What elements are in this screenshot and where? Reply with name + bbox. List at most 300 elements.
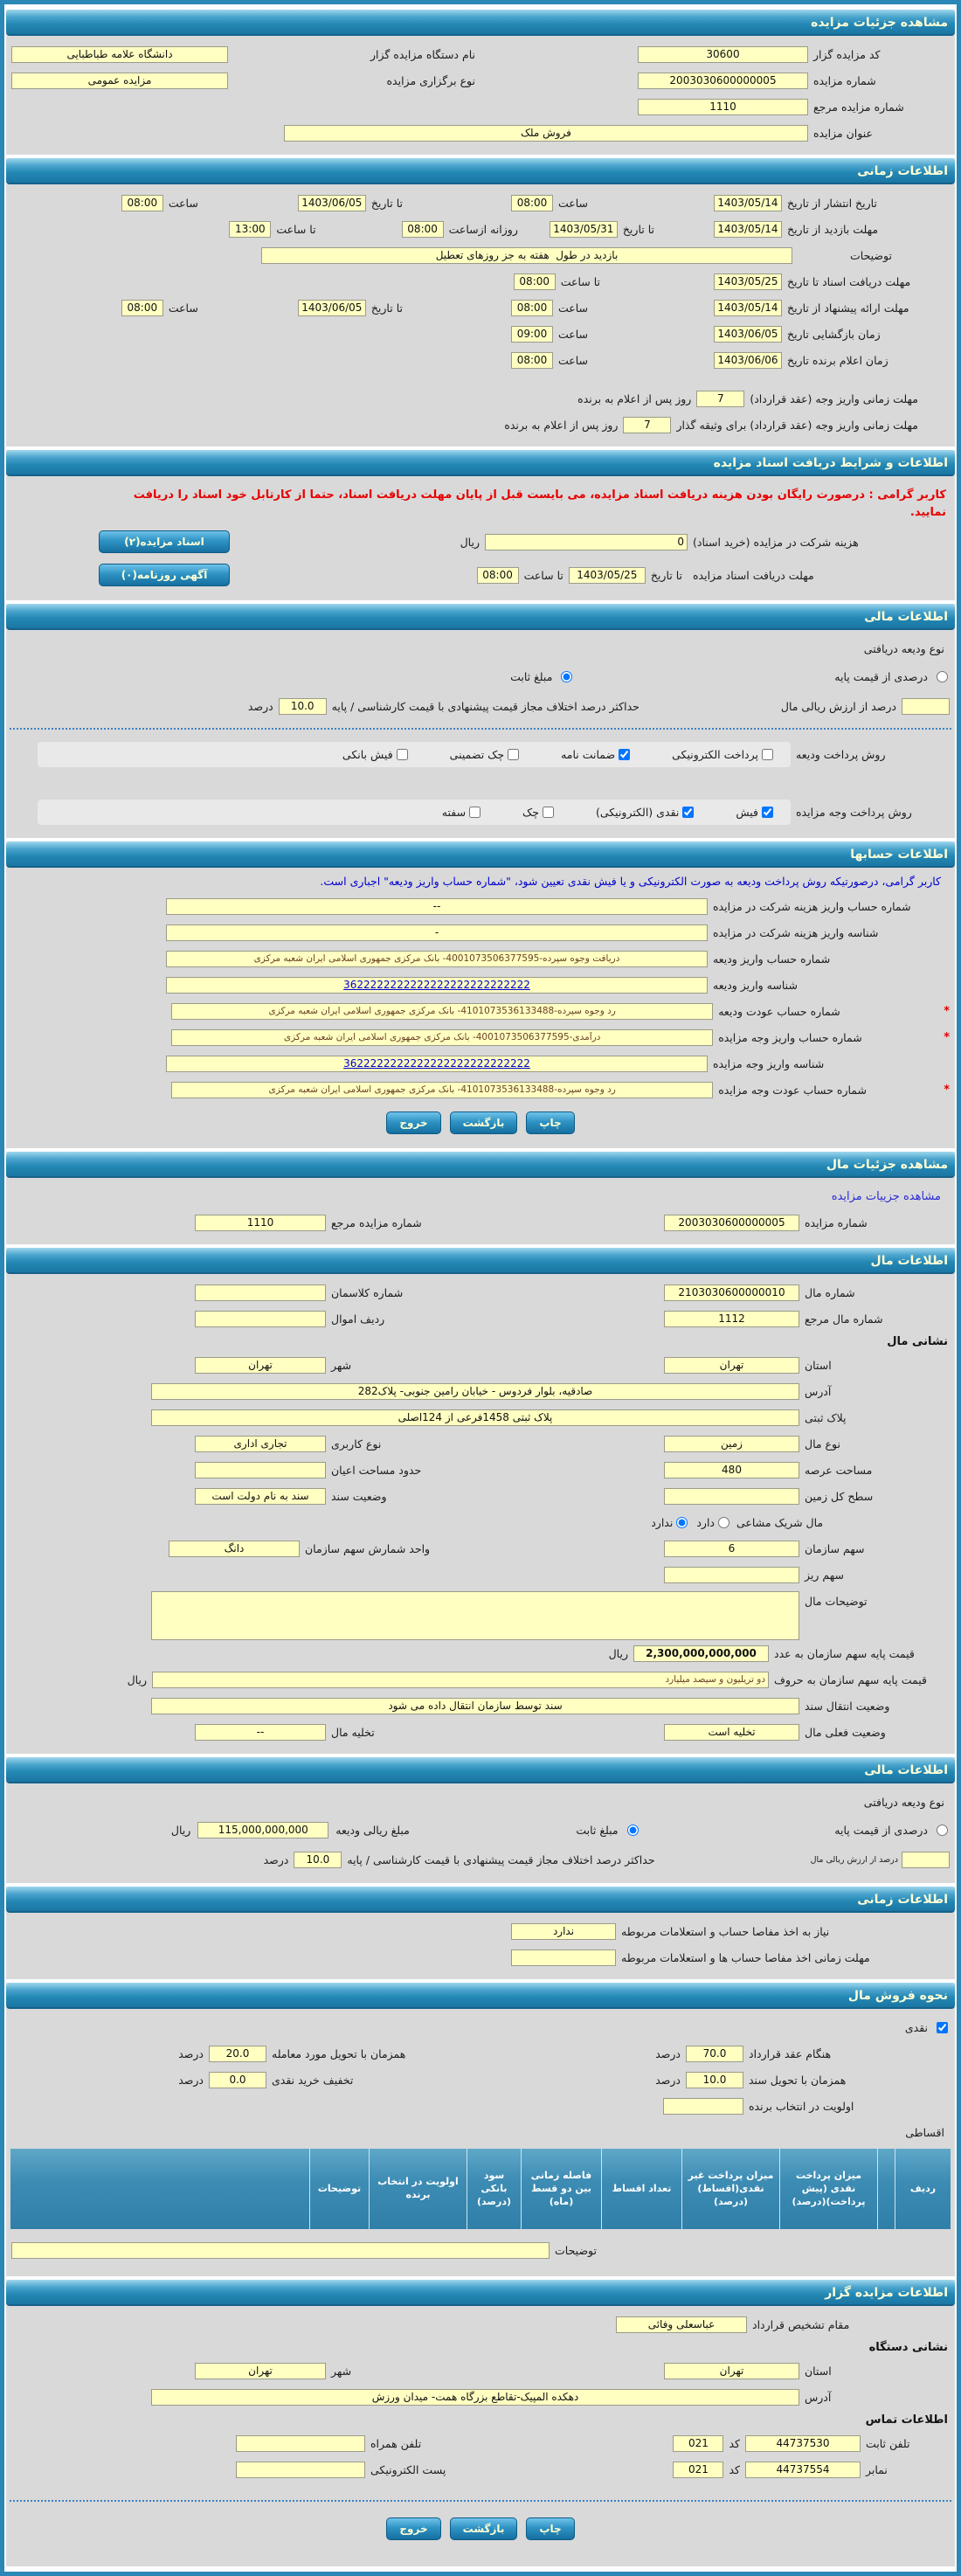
auction-ref-input[interactable] xyxy=(195,1215,326,1231)
column-bank-interest: سود بانکی (درصد) xyxy=(467,2149,521,2229)
hour-label: ساعت xyxy=(557,327,588,341)
visit-to-time-input[interactable] xyxy=(229,221,271,238)
row-shared-ownership xyxy=(6,1509,955,1535)
bank-receipt-label: فیش بانکی xyxy=(342,747,393,761)
shared-ownership-label: مال شریک مشاعی xyxy=(736,1515,824,1529)
guarantee-letter-label: ضمانت نامه xyxy=(561,747,616,761)
rial-label: ریال xyxy=(127,1672,147,1686)
visit-desc-input[interactable] xyxy=(261,247,792,264)
hour-label: ساعت xyxy=(168,196,198,210)
required-star: * xyxy=(944,1030,950,1044)
section-header-auctioneer-info: اطلاعات مزایده گزار xyxy=(6,2280,955,2306)
code-label: کد xyxy=(729,2436,740,2450)
current-status-input[interactable] xyxy=(664,1724,799,1741)
row-deposit-radios xyxy=(6,1815,955,1845)
city-label: شهر xyxy=(331,2364,352,2378)
cash-sale-checkbox[interactable] xyxy=(937,2022,948,2033)
sub-share-label: سهم ریز xyxy=(805,1568,844,1582)
contract-officer-input[interactable] xyxy=(616,2316,747,2333)
property-desc-textarea[interactable] xyxy=(151,1591,799,1640)
row-docs-receipt-deadline xyxy=(6,558,955,592)
phone-label: تلفن ثابت xyxy=(866,2436,910,2450)
row-base-price-words xyxy=(6,1666,955,1693)
row xyxy=(6,1305,955,1332)
check-checkbox[interactable] xyxy=(543,807,554,818)
receipt-label: فیش xyxy=(736,805,758,819)
visit-to-date-input[interactable] xyxy=(550,221,618,238)
fee-deposit-id-input[interactable] xyxy=(166,924,708,941)
row-docs-deadline xyxy=(6,268,955,294)
bidder-code-input[interactable] xyxy=(638,46,808,63)
section-property-info xyxy=(6,1248,955,1754)
deposit-amount-input[interactable] xyxy=(197,1822,328,1839)
row-winner-priority xyxy=(6,2093,955,2119)
percent-of-base-radio[interactable] xyxy=(937,1825,948,1836)
deposit-payment-method-label: روش پرداخت ودیعه xyxy=(796,747,886,761)
to-hour-label: تا ساعت xyxy=(560,274,600,288)
certified-check-checkbox[interactable] xyxy=(508,749,519,760)
address-label: آدرس xyxy=(805,1384,832,1398)
electronic-payment-checkbox[interactable] xyxy=(762,749,773,760)
auction-amount-return-account-input[interactable] xyxy=(171,1082,713,1098)
share-unit-label: واحد شمارش سهم سازمان xyxy=(305,1541,431,1555)
asset-row-label: ردیف اموال xyxy=(331,1312,385,1326)
total-land-input[interactable] xyxy=(664,1488,799,1505)
section-header-document-conditions: اطلاعات و شرایط دریافت اسناد مزایده xyxy=(6,450,955,476)
auction-payment-options xyxy=(38,800,791,825)
row-account xyxy=(6,893,955,919)
base-price-number-label: قیمت پایه سهم سازمان به عدد xyxy=(774,1646,915,1660)
section-header-sale-method: نحوه فروش مال xyxy=(6,1983,955,2009)
winner-priority-input[interactable] xyxy=(663,2098,743,2115)
row-visit xyxy=(6,216,955,242)
section-header-financial-info-property: اطلاعات مالی xyxy=(6,1757,955,1783)
row-opening xyxy=(6,321,955,347)
row-publish xyxy=(6,190,955,216)
has-partner-label: دارد xyxy=(696,1515,715,1529)
guarantee-letter-checkbox[interactable] xyxy=(619,749,630,760)
newspaper-ad-button[interactable]: آگهی روزنامه(۰) xyxy=(99,564,230,586)
deposit-return-account-label: شماره حساب عودت ودیعه xyxy=(718,1004,840,1018)
auction-amount-account-input[interactable] xyxy=(171,1029,713,1046)
row-deposit-type xyxy=(6,1789,955,1815)
publish-from-date-input[interactable] xyxy=(714,195,782,211)
row-contract-officer xyxy=(6,2311,955,2337)
row-account xyxy=(6,919,955,945)
org-name-input[interactable] xyxy=(11,46,228,63)
payment-deadline-guarantor-days-input[interactable] xyxy=(623,417,671,433)
org-address-input[interactable] xyxy=(151,2389,799,2406)
offer-from-date-input[interactable] xyxy=(714,300,782,316)
city-input[interactable] xyxy=(195,2363,326,2379)
clearance-deadline-label: مهلت زمانی اخذ مفاصا حساب ها و استعلامات مربوطه xyxy=(621,1950,870,1964)
max-price-diff-label: حداکثر درصد اختلاف مجاز قیمت پیشنهادی با قیمت کارشناسی / پایه xyxy=(331,699,640,713)
print-button[interactable]: چاپ xyxy=(526,1111,574,1134)
deed-transfer-input[interactable] xyxy=(151,1698,799,1714)
required-star: * xyxy=(944,1004,950,1018)
winner-time-input[interactable] xyxy=(511,352,553,369)
at-delivery-input[interactable] xyxy=(209,2046,266,2062)
row-sub-share xyxy=(6,1562,955,1588)
offer-from-time-input[interactable] xyxy=(511,300,553,316)
offer-to-time-input[interactable] xyxy=(121,300,163,316)
winner-date-input[interactable] xyxy=(714,352,782,369)
days-after-winner-label: روز پس از اعلام به برنده xyxy=(577,391,692,405)
docs-receipt-time-input[interactable] xyxy=(477,567,519,584)
percent-of-value-input[interactable] xyxy=(902,1852,950,1868)
row-payment-deadline-1 xyxy=(6,385,955,412)
fax-input[interactable] xyxy=(745,2462,861,2478)
row-deed-transfer xyxy=(6,1693,955,1719)
opening-date-input[interactable] xyxy=(714,326,782,343)
row xyxy=(6,1352,955,1378)
deposit-id-label: شناسه واریز ودیعه xyxy=(713,978,798,992)
visit-from-time-input[interactable] xyxy=(402,221,444,238)
row-percent-values xyxy=(6,1845,955,1874)
row-property-desc xyxy=(6,1588,955,1640)
row xyxy=(6,1209,955,1236)
column-installment-count: تعداد اقساط xyxy=(601,2149,681,2229)
deposit-account-label: شماره حساب واریز ودیعه xyxy=(713,952,831,966)
percent-of-base-label: درصدی از قیمت پایه xyxy=(834,669,928,683)
contract-officer-label: مقام تشخیص قرارداد xyxy=(752,2317,850,2331)
fixed-amount-radio[interactable] xyxy=(561,671,572,682)
property-type-label: نوع مال xyxy=(805,1437,840,1451)
publish-to-time-input[interactable] xyxy=(121,195,163,211)
city-input[interactable] xyxy=(195,1357,326,1374)
at-delivery-label: همزمان با تحویل مورد معامله xyxy=(272,2046,406,2060)
percent-of-value-label: درصد از ارزش ریالی مال xyxy=(810,1854,898,1865)
section-accounts xyxy=(6,841,955,1148)
section-header-time-info: اطلاعات زمانی xyxy=(6,158,955,184)
province-input[interactable] xyxy=(664,2363,799,2379)
hour-label: ساعت xyxy=(557,301,588,315)
percent-label: درصد xyxy=(247,699,273,713)
building-area-input[interactable] xyxy=(195,1462,326,1478)
auction-payment-method-label: روش پرداخت وجه مزایده xyxy=(796,805,912,819)
sale-desc-label: توضیحات xyxy=(555,2243,597,2257)
free-documents-notice: کاربر گرامی : درصورت رایگان بودن هزینه دریافت اسناد مزایده، می بایست قبل از پایان مهلت دریافت اسناد، حتما از کارتابل خود اسناد را دریافت نمایید. xyxy=(133,488,946,520)
publish-date-label: تاریخ انتشار از تاریخ xyxy=(787,196,877,210)
docs-receipt-deadline-label: مهلت دریافت اسناد مزایده xyxy=(693,568,814,582)
row xyxy=(6,120,955,146)
visit-deadline-label: مهلت بازدید از تاریخ xyxy=(787,222,879,236)
divider xyxy=(10,2500,951,2502)
land-area-input[interactable] xyxy=(664,1462,799,1478)
row xyxy=(6,2040,955,2067)
deed-status-input[interactable] xyxy=(195,1488,326,1505)
offer-deadline-label: مهلت ارائه پیشنهاد از تاریخ xyxy=(787,301,909,315)
province-input[interactable] xyxy=(664,1357,799,1374)
row-account xyxy=(6,1077,955,1103)
cash-discount-input[interactable] xyxy=(209,2072,266,2088)
electronic-payment-label: پرداخت الکترونیکی xyxy=(672,747,758,761)
rial-label: ریال xyxy=(460,535,480,549)
property-ref-input[interactable] xyxy=(664,1311,799,1327)
row xyxy=(6,2430,955,2456)
row-payment-deadline-2 xyxy=(6,412,955,438)
docs-deadline-time-input[interactable] xyxy=(514,274,556,290)
address-label: آدرس xyxy=(805,2390,832,2404)
row-account xyxy=(6,1024,955,1050)
certified-check-label: چک تضمینی xyxy=(449,747,505,761)
promissory-note-label: سفته xyxy=(441,805,467,819)
receipt-checkbox[interactable] xyxy=(762,807,773,818)
exit-button[interactable]: خروج xyxy=(386,2517,440,2540)
percent-label: درصد xyxy=(655,2046,681,2060)
auction-amount-account-label: شماره حساب واریز وجه مزایده xyxy=(718,1030,862,1044)
email-input[interactable] xyxy=(236,2462,365,2478)
at-contract-label: هنگام عقد قرارداد xyxy=(749,2046,832,2060)
publish-to-date-input[interactable] xyxy=(298,195,366,211)
at-contract-input[interactable] xyxy=(686,2046,743,2062)
row xyxy=(6,1483,955,1509)
deposit-id-input[interactable] xyxy=(166,977,708,994)
fee-deposit-account-label: شماره حساب واریز هزینه شرکت در مزایده xyxy=(713,899,911,913)
auction-ref-input[interactable] xyxy=(638,99,808,115)
row-deposit-type xyxy=(6,635,955,661)
row-percent-values xyxy=(6,691,955,721)
row-account xyxy=(6,998,955,1024)
phone-input[interactable] xyxy=(745,2435,861,2452)
row-org-address xyxy=(6,2384,955,2410)
cash-electronic-checkbox[interactable] xyxy=(682,807,694,818)
section-document-conditions xyxy=(6,450,955,600)
bank-receipt-checkbox[interactable] xyxy=(397,749,408,760)
publish-from-time-input[interactable] xyxy=(511,195,553,211)
payment-deadline-days-input[interactable] xyxy=(696,391,744,407)
evacuation-input[interactable] xyxy=(195,1724,326,1741)
percent-of-value-label: درصد از ارزش ریالی مال xyxy=(780,699,896,713)
section-sale-method xyxy=(6,1983,955,2276)
sub-share-input[interactable] xyxy=(664,1567,799,1583)
no-partner-radio[interactable] xyxy=(676,1517,688,1528)
percent-label: درصد xyxy=(178,2073,204,2087)
column-winner-priority: اولویت در انتخاب برنده xyxy=(369,2149,467,2229)
mobile-input[interactable] xyxy=(236,2435,365,2452)
offer-to-date-input[interactable] xyxy=(298,300,366,316)
action-buttons-bottom xyxy=(6,2509,955,2545)
share-unit-input[interactable] xyxy=(169,1541,300,1557)
evacuation-label: تخلیه مال xyxy=(331,1725,375,1739)
base-price-words-input[interactable] xyxy=(152,1672,769,1688)
check-label: چک xyxy=(522,805,539,819)
row xyxy=(6,2358,955,2384)
deposit-type-label: نوع ودیعه دریافتی xyxy=(863,641,944,655)
deposit-return-account-input[interactable] xyxy=(171,1003,713,1020)
row-auction-link xyxy=(6,1183,955,1209)
column-cash-payment: میزان پرداخت نقدی (پیش پرداخت)(درصد) xyxy=(779,2149,877,2229)
row xyxy=(6,67,955,93)
has-partner-radio[interactable] xyxy=(718,1517,729,1528)
auction-amount-id-input[interactable] xyxy=(166,1056,708,1072)
at-deed-delivery-input[interactable] xyxy=(686,2072,743,2088)
property-address-heading: نشانی مال xyxy=(887,1335,948,1349)
row xyxy=(6,1719,955,1745)
clearance-needed-input[interactable] xyxy=(511,1923,616,1940)
classman-number-label: شماره کلاسمان xyxy=(331,1285,404,1299)
row-base-price-number xyxy=(6,1640,955,1666)
auction-type-label: نوع برگزاری مزایده xyxy=(386,73,475,87)
property-desc-label: توضیحات مال xyxy=(805,1595,868,1609)
print-button[interactable]: چاپ xyxy=(526,2517,574,2540)
code-label: کد xyxy=(729,2462,740,2476)
phone-code-input[interactable] xyxy=(673,2435,723,2452)
clearance-needed-label: نیاز به اخذ مفاصا حساب و استعلامات مربوطه xyxy=(621,1924,830,1938)
deed-transfer-label: وضعیت انتقال سند xyxy=(805,1699,890,1713)
auction-number-input[interactable] xyxy=(664,1215,799,1231)
land-area-label: مساحت عرصه xyxy=(805,1463,873,1477)
asset-row-input[interactable] xyxy=(195,1311,326,1327)
org-share-input[interactable] xyxy=(664,1541,799,1557)
row-address xyxy=(6,1378,955,1404)
province-label: استان xyxy=(805,1358,832,1372)
row xyxy=(6,1457,955,1483)
city-label: شهر xyxy=(331,1358,352,1372)
registration-plate-input[interactable] xyxy=(151,1409,799,1426)
row-account xyxy=(6,1050,955,1077)
percent-of-value-input[interactable] xyxy=(902,698,950,715)
docs-deadline-date-input[interactable] xyxy=(714,274,782,290)
row xyxy=(6,1279,955,1305)
property-type-input[interactable] xyxy=(664,1436,799,1452)
section-auctioneer-info xyxy=(6,2280,955,2566)
row-account xyxy=(6,945,955,972)
docs-receipt-date-input[interactable] xyxy=(569,567,646,584)
promissory-note-checkbox[interactable] xyxy=(469,807,480,818)
section-header-time-info-property: اطلاعات زمانی xyxy=(6,1887,955,1913)
mobile-label: تلفن همراه xyxy=(370,2436,422,2450)
section-header-property-info: اطلاعات مال xyxy=(6,1248,955,1274)
deed-status-label: وضعیت سند xyxy=(331,1489,387,1503)
org-name-label: نام دستگاه مزایده گزار xyxy=(370,47,475,61)
action-buttons xyxy=(6,1103,955,1139)
back-button[interactable]: بازگشت xyxy=(450,2517,518,2540)
auction-title-label: عنوان مزایده xyxy=(813,126,873,140)
classman-number-input[interactable] xyxy=(195,1285,326,1301)
payment-deadline-guarantor-label: مهلت زمانی واریز وجه (عقد قرارداد) برای وثیقه گذار xyxy=(676,418,918,432)
max-price-diff-input[interactable] xyxy=(279,698,327,715)
opening-time-input[interactable] xyxy=(511,326,553,343)
row-plate xyxy=(6,1404,955,1430)
required-star: * xyxy=(944,1083,950,1097)
row xyxy=(6,2067,955,2093)
auction-type-input[interactable] xyxy=(11,73,228,89)
row-deposit-payment-methods xyxy=(6,737,955,772)
row-document-fee xyxy=(6,525,955,558)
fax-code-input[interactable] xyxy=(673,2462,723,2478)
column-row-number: ردیف xyxy=(895,2149,951,2229)
section-financial-info-auction xyxy=(6,604,955,838)
fixed-amount-radio[interactable] xyxy=(627,1825,639,1836)
province-label: استان xyxy=(805,2364,832,2378)
section-header-auction-details: مشاهده جزئیات مزایده xyxy=(6,10,955,36)
fixed-amount-label: مبلغ ثابت xyxy=(576,1823,619,1837)
rial-label: ریال xyxy=(170,1823,191,1837)
row-offer xyxy=(6,294,955,321)
percent-label: درصد xyxy=(655,2073,681,2087)
to-date-label: تا تاریخ xyxy=(370,301,403,315)
row-auction-payment-methods xyxy=(6,794,955,829)
fee-deposit-account-input[interactable] xyxy=(166,898,708,915)
winner-announce-label: زمان اعلام برنده تاریخ xyxy=(787,353,888,367)
installment-label: اقساطی xyxy=(905,2125,944,2139)
payment-deadline-label: مهلت زمانی واریز وجه (عقد قرارداد) xyxy=(750,391,918,405)
row-clearance-needed xyxy=(6,1918,955,1944)
participation-fee-input[interactable] xyxy=(485,534,688,551)
section-header-financial-info: اطلاعات مالی xyxy=(6,604,955,630)
deposit-type-label: نوع ودیعه دریافتی xyxy=(863,1795,944,1809)
rial-label: ریال xyxy=(608,1646,628,1660)
current-status-label: وضعیت فعلی مال xyxy=(805,1725,886,1739)
clearance-deadline-input[interactable] xyxy=(511,1949,616,1966)
deposit-account-input[interactable] xyxy=(166,951,708,967)
row-account xyxy=(6,972,955,998)
view-auction-details-link[interactable]: مشاهده جزییات مزایده xyxy=(831,1189,941,1203)
divider xyxy=(10,728,951,730)
cash-electronic-label: نقدی (الکترونیکی) xyxy=(595,805,680,819)
auction-amount-return-account-label: شماره حساب عودت وجه مزایده xyxy=(718,1083,867,1097)
visit-from-date-input[interactable] xyxy=(714,221,782,238)
visit-desc-label: توضیحات xyxy=(850,248,892,262)
base-price-words-label: قیمت پایه سهم سازمان به حروف xyxy=(774,1672,927,1686)
row-visit-desc xyxy=(6,242,955,268)
hour-label: ساعت xyxy=(557,353,588,367)
total-land-label: سطح کل زمین xyxy=(805,1489,874,1503)
usage-type-input[interactable] xyxy=(195,1436,326,1452)
email-label: پست الکترونیکی xyxy=(370,2462,446,2476)
auction-title-input[interactable] xyxy=(284,125,808,142)
building-area-label: حدود مساحت اعیان xyxy=(331,1463,422,1477)
base-price-number-input[interactable] xyxy=(633,1645,769,1662)
docs-deadline-label: مهلت دریافت اسناد تا تاریخ xyxy=(787,274,911,288)
fixed-amount-label: مبلغ ثابت xyxy=(510,669,553,683)
row-installment-heading xyxy=(6,2119,955,2145)
back-button[interactable]: بازگشت xyxy=(450,1111,518,1134)
auction-number-input[interactable] xyxy=(638,73,808,89)
property-number-input[interactable] xyxy=(664,1285,799,1301)
property-ref-label: شماره مال مرجع xyxy=(805,1312,883,1326)
deposit-payment-options xyxy=(38,742,791,767)
auction-documents-button[interactable]: اسناد مزایده(۲) xyxy=(99,530,230,553)
row-winner xyxy=(6,347,955,373)
row-cash-sale xyxy=(6,2014,955,2040)
deposit-amount-label: مبلغ ریالی ودیعه xyxy=(335,1823,410,1837)
max-price-diff-input[interactable] xyxy=(294,1852,342,1868)
percent-of-base-label: درصدی از قیمت پایه xyxy=(834,1823,928,1837)
opening-time-label: زمان بازگشایی تاریخ xyxy=(787,327,881,341)
section-time-info xyxy=(6,158,955,447)
cash-sale-label: نقدی xyxy=(904,2020,928,2034)
hour-label: ساعت xyxy=(557,196,588,210)
hour-label: ساعت xyxy=(168,301,198,315)
row xyxy=(6,93,955,120)
percent-of-base-radio[interactable] xyxy=(937,671,948,682)
section-header-property-details: مشاهده جزئیات مال xyxy=(6,1152,955,1178)
section-auction-details xyxy=(6,10,955,155)
section-header-accounts: اطلاعات حسابها xyxy=(6,841,955,868)
row xyxy=(6,41,955,67)
property-number-label: شماره مال xyxy=(805,1285,855,1299)
auction-ref-label: شماره مزایده مرجع xyxy=(331,1215,422,1229)
column-blank xyxy=(877,2149,895,2229)
at-deed-delivery-label: همزمان با تحویل سند xyxy=(749,2073,847,2087)
address-input[interactable] xyxy=(151,1383,799,1400)
exit-button[interactable]: خروج xyxy=(386,1111,440,1134)
sale-desc-input[interactable] xyxy=(11,2242,550,2259)
to-date-label: تا تاریخ xyxy=(650,568,682,582)
auction-amount-id-label: شناسه واریز وجه مزایده xyxy=(713,1056,825,1070)
